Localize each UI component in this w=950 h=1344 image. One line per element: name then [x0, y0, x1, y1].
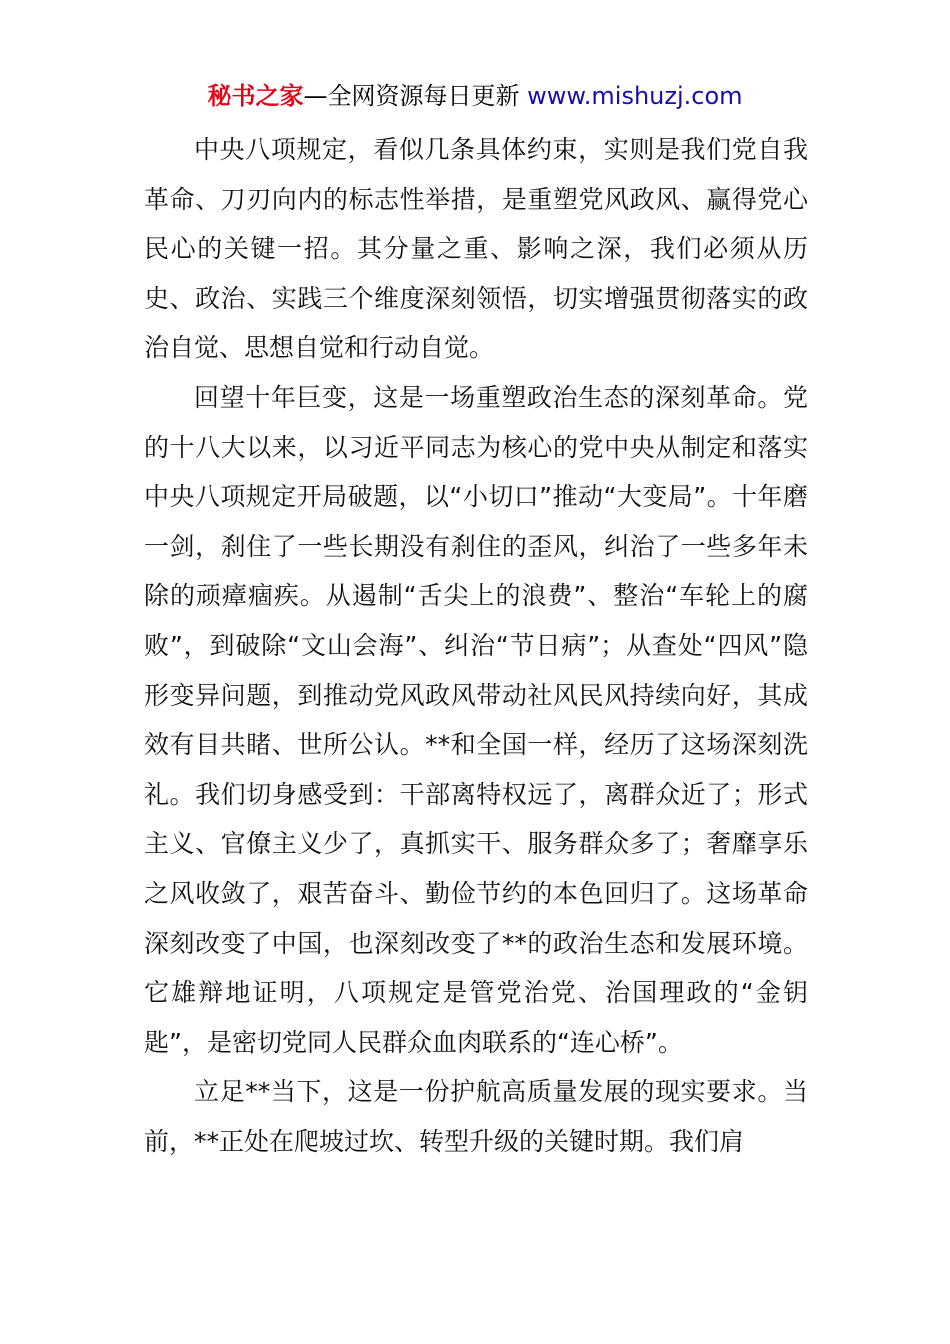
paragraph: 回望十年巨变，这是一场重塑政治生态的深刻革命。党的十八大以来，以习近平同志为核心的党中央从制定和落实中央八项规定开局破题，以“小切口”推动“大变局”。十年磨一剑，刹住了一些长期没有刹住的歪风，纠治了一些多年未除的顽瘴痼疾。从遏制“舌尖上的浪费”、整治“车轮上的腐败”，到破除“文山会海”、纠治“节日病”；从查处“四风”隐形变异问题，到推动党风政风带动社风民风持续向好，其成效有目共睹、世所公认。**和全国一样，经历了这场深刻洗礼。我们切身感受到：干部离特权远了，离群众近了；形式主义、官僚主义少了，真抓实干、服务群众多了；奢靡享乐之风收敛了，艰苦奋斗、勤俭节约的本色回归了。这场革命深刻改变了中国，也深刻改变了**的政治生态和发展环境。它雄辩地证明，八项规定是管党治党、治国理政的“金钥匙”，是密切党同人民群众血肉联系的“连心桥”。 — [144, 382, 808, 1057]
brand-name: 秘书之家 — [207, 82, 304, 110]
document-body — [144, 125, 808, 1166]
header-tagline: —全网资源每日更新 — [303, 82, 520, 110]
paragraph: 中央八项规定，看似几条具体约束，实则是我们党自我革命、刀刃向内的标志性举措，是重塑党风政风、赢得党心民心的关键一招。其分量之重、影响之深，我们必须从历史、政治、实践三个维度深刻领悟，切实增强贯彻落实的政治自觉、思想自觉和行动自觉。 — [144, 135, 808, 363]
page-header — [0, 78, 950, 114]
paragraph: 立足**当下，这是一份护航高质量发展的现实要求。当前，**正处在爬坡过坎、转型升级的关键时期。我们肩 — [144, 1077, 808, 1156]
site-url-link[interactable]: www.mishuzj.com — [527, 82, 743, 110]
